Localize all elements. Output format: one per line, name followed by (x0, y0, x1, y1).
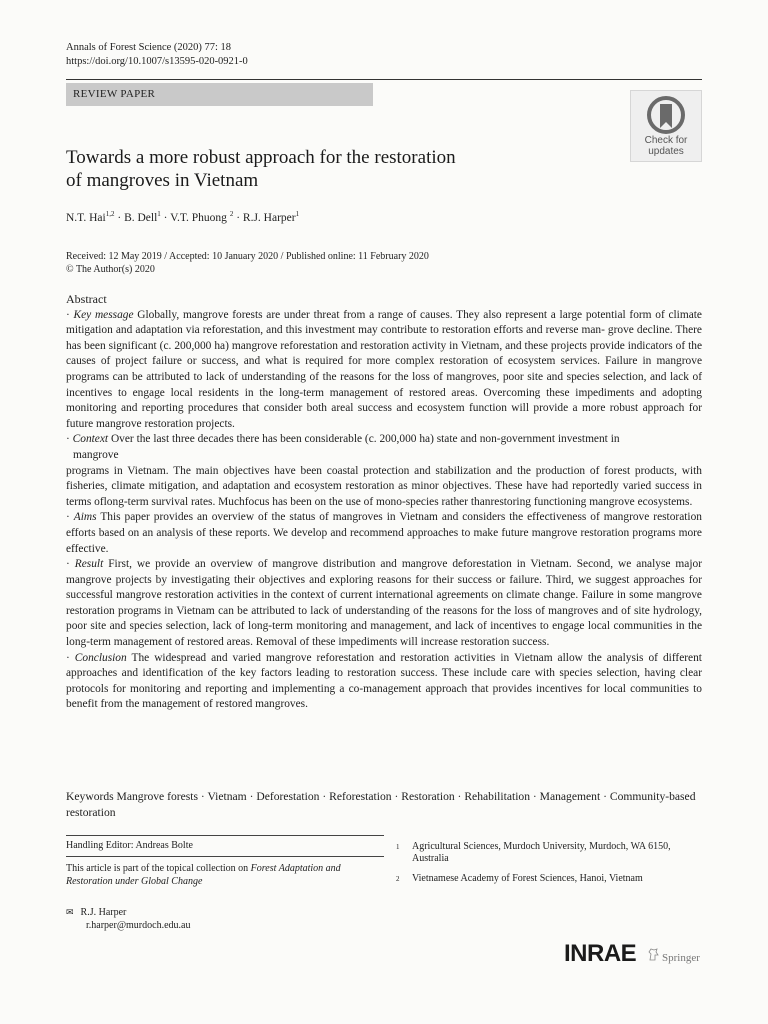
footnote-rule (66, 856, 384, 857)
topical-prefix: This article is part of the topical collection on (66, 863, 251, 874)
corresponding-email[interactable]: r.harper@murdoch.edu.au (86, 920, 191, 931)
abstract-context: · Context Over the last three decades there has been considerable (c. 200,000 ha) state and non-government investment in (66, 433, 620, 446)
check-for-updates-badge[interactable] (630, 90, 702, 162)
abstract-key-message: · Key message Globally, mangrove forests are under threat from a range of causes. They also represent a large potential form of climate mitigation and adaptation via reforestation, and this investment may contribute to restoration efforts and reverse man- grove decline. There has been significant (c. 200,000 ha) mangrove reforestation and restoration activity in Vietnam, and these projects provide indicators of the causes of project failure or success, and what is required for more complex restoration of ecosystem services. Failure in mangrove programs can be attributed to lack of understanding of the reasons for the loss of mangroves, poor site and species selection, and lack of incentives to engage local residents in the long-term management of restored areas. Overcoming these impediments and adopting monitoring and reporting procedures that consider both areal success and ecosystem function will provide a more robust approach for future mangrove restoration projects. (66, 308, 702, 430)
copyright-icon: © (66, 264, 74, 275)
envelope-icon: ✉ (66, 907, 74, 917)
corresponding-name: R.J. Harper (80, 907, 127, 918)
handling-editor: Handling Editor: Andreas Bolte (66, 840, 193, 851)
copyright-text: The Author(s) 2020 (75, 264, 155, 275)
topical-collection (66, 862, 384, 888)
context-text-c: programs in Vietnam. The main objectives have been coastal protection and stabilization and the production of forest products, with fisheries, climate mitigation, and adaptation and ecosystem restoration as minor objectives. These have had reportedly varied success in terms oflong-term survival rates. Muchfocus has been on the use of mono-species rather thanrestoring functioning mangrove ecosystems. (66, 464, 702, 508)
affiliation-text: Vietnamese Academy of Forest Sciences, Hanoi, Vietnam (412, 873, 643, 884)
aims-label: Aims (73, 511, 97, 524)
affiliation-number: 2 (396, 875, 400, 883)
conclusion-text: The widespread and varied mangrove reforestation and restoration activities in Vietnam allow the analysis of different approaches and identification of the key factors leading to restoration success. These include care with species selection, having clear protocols for monitoring and reporting and implementing a co-management approach that provides incentives for local communities to benefit from the management of restored mangroves. (66, 651, 702, 711)
inrae-logo: INRAE (564, 940, 637, 967)
abstract-result: · Result First, we provide an overview of mangrove distribution and mangrove deforestation in Vietnam. Second, we analyse major mangrove projects by investigating their objectives and exploring reasons for their success or failure. Third, we suggest approaches for successful mangrove restoration activities in the context of current international agreements on climate change. Failure in some mangrove restoration programs in Vietnam can be attributed to lack of understanding of the reasons for the loss of mangroves and of site hydrology, poor site and species selection, lack of long-term monitoring and management, and lack of incentives to engage local communities in the long-term management of restored areas. Removal of these impediments will increase restoration success. (66, 558, 702, 649)
journal-citation: Annals of Forest Science (2020) 77: 18 (66, 42, 232, 53)
affiliation-number: 1 (396, 843, 400, 851)
springer-logo (648, 948, 700, 964)
author-affiliation-sup: 1 (295, 210, 300, 218)
paper-title (66, 146, 606, 192)
keywords: Keywords Mangrove forests · Vietnam · Deforestation · Reforestation · Restoration · Rehabilitation · Management · Community-based restoration (66, 790, 696, 819)
author-name[interactable]: B. Dell (124, 211, 158, 224)
abstract-heading: Abstract (66, 292, 107, 306)
springer-wordmark: Springer (662, 952, 700, 964)
abstract (66, 292, 702, 713)
conclusion-label: Conclusion (74, 651, 127, 664)
aims-text: This paper provides an overview of the status of mangroves in Vietnam and considers the effectiveness of mangrove restoration efforts based on an analysis of these reports. We develop and recommend approaches to make future mangrove restoration programs more effective. (66, 511, 702, 555)
springer-horse-icon (648, 948, 659, 961)
copyright-line (66, 263, 429, 276)
history-dates: Received: 12 May 2019 / Accepted: 10 January 2020 / Published online: 11 February 2020 (66, 251, 429, 262)
affiliation-text: Agricultural Sciences, Murdoch University, Murdoch, WA 6150, Australia (412, 841, 671, 864)
affiliation-item (396, 841, 702, 865)
author-name[interactable]: R.J. Harper (242, 211, 296, 224)
footnote-rule (66, 835, 384, 836)
author-affiliation-sup: 2 (229, 210, 234, 218)
author-name[interactable]: V.T. Phuong (170, 211, 227, 224)
abstract-conclusion: · Conclusion The widespread and varied mangrove reforestation and restoration activities in Vietnam allow the analysis of different approaches and identification of the key factors leading to restoration success. These include care with species selection, having clear protocols for monitoring and reporting and implementing a co-management approach that provides incentives for local communities to benefit from the management of restored mangroves. (66, 651, 702, 711)
section-label: REVIEW PAPER (66, 83, 373, 106)
badge-line-1: Check for (644, 135, 688, 146)
key-message-text: Globally, mangrove forests are under threat from a range of causes. They also represent a large potential form of climate mitigation and adaptation via reforestation, and this investment may contribute to restoration efforts and reverse man- grove decline. There has been significant (c. 200,000 ha) mangrove reforestation and restoration activity in Vietnam, and these projects provide indicators of the causes of project failure or success, and what is required for more complex restoration of ecosystem services. Failure in mangrove programs can be attributed to lack of understanding of the reasons for the loss of mangroves, poor site and species selection, and lack of incentives to engage local residents in the long-term management of restored areas. Overcoming these impediments and adopting monitoring and reporting procedures that consider both areal success and ecosystem function will provide a more robust approach for future mangrove restoration projects. (66, 308, 702, 430)
result-label: Result (74, 558, 104, 571)
context-text-a: Over the last three decades there has been considerable (c. 200,000 ha) state and non-government investment in (110, 433, 620, 446)
publication-dates (66, 250, 429, 276)
context-label: Context (72, 433, 109, 446)
result-text: First, we provide an overview of mangrove distribution and mangrove deforestation in Vietnam. Second, we analyse major mangrove projects by investigating their objectives and exploring reasons for their success or failure. Third, we suggest approaches for successful mangrove restoration activities in the context of current international agreements on climate change. Failure in some mangrove restoration programs in Vietnam can be attributed to lack of understanding of the reasons for the loss of mangroves and of site hydrology, poor site and species selection, lack of long-term monitoring and management, and lack of incentives to engage local communities in the long-term management of restored areas. Removal of these impediments will increase restoration success. (66, 558, 702, 649)
abstract-aims: · Aims This paper provides an overview of the status of mangroves in Vietnam and considers the effectiveness of mangrove restoration efforts based on an analysis of these reports. We develop and recommend approaches to make future mangrove restoration programs more effective. (66, 511, 702, 555)
author-list: N.T. Hai$^{1,2}$ · B. Dell$^1$ · V.T. Phuong $^2$ · R.J. Harper$^1$ (66, 210, 300, 224)
doi-link[interactable]: https://doi.org/10.1007/s13595-020-0921-0 (66, 56, 248, 67)
author-affiliation-sup: 1,2 (105, 210, 115, 218)
header-rule (66, 79, 702, 80)
title-line-2: of mangroves in Vietnam (66, 170, 259, 191)
bookmark-icon (646, 95, 686, 135)
journal-info (66, 41, 248, 69)
title-line-1: Towards a more robust approach for the restoration (66, 147, 456, 168)
key-message-label: Key message (73, 308, 134, 321)
corresponding-author (66, 906, 190, 932)
context-text-b: mangrove (73, 448, 119, 461)
badge-line-2: updates (648, 146, 684, 157)
affiliation-item (396, 873, 702, 885)
topical-collection-title[interactable]: Forest Adaptation and Restoration under Global Change (66, 863, 341, 887)
author-name[interactable]: N.T. Hai (66, 211, 106, 224)
author-affiliation-sup: 1 (157, 210, 161, 218)
